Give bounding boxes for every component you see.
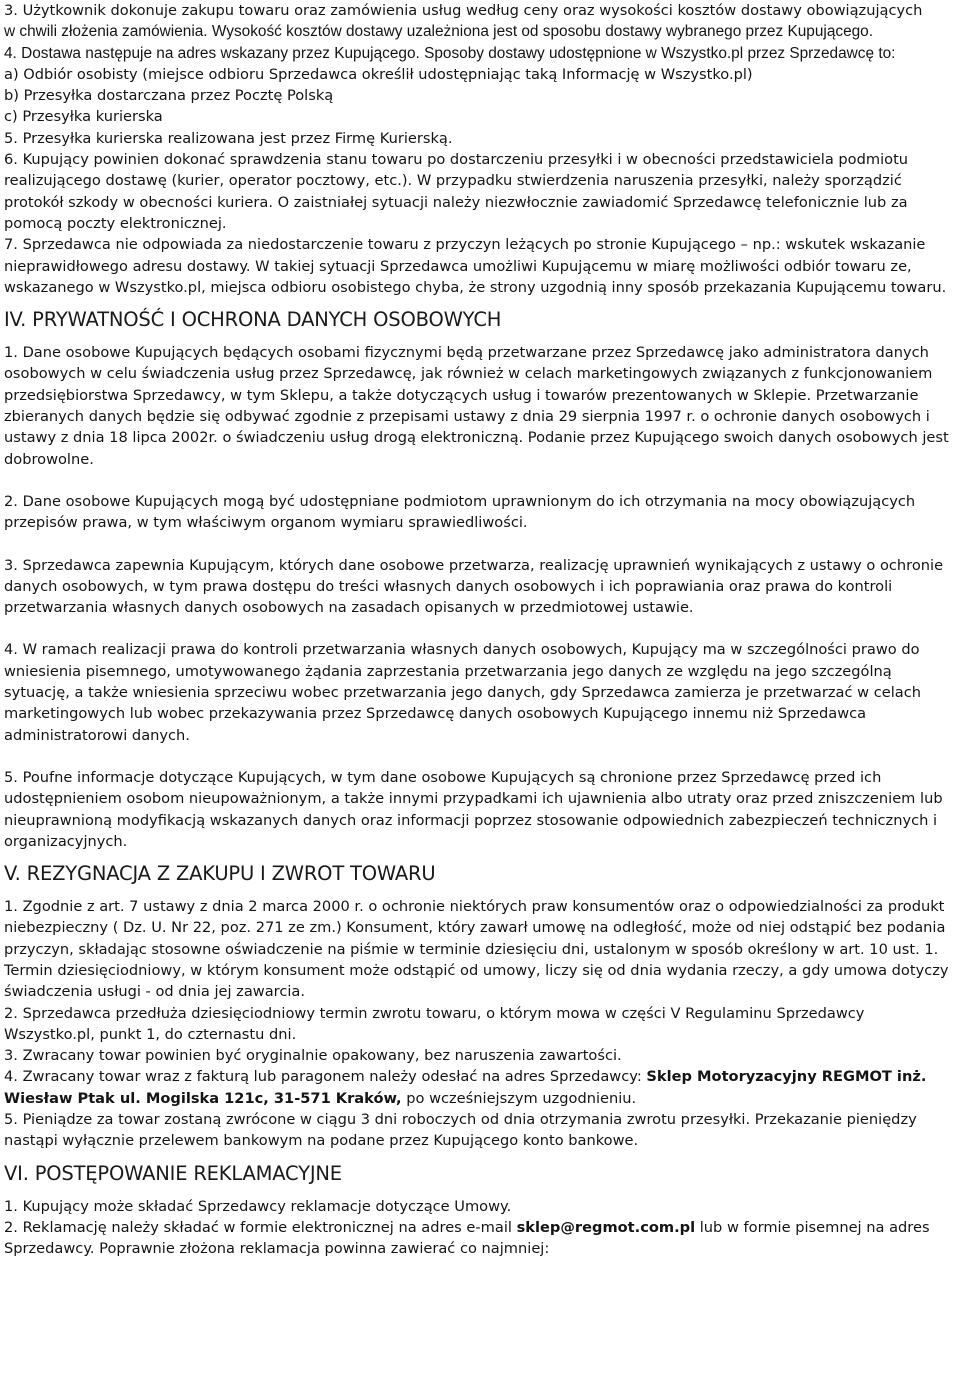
section-6-complaints <box>4 1196 956 1260</box>
paragraph: w chwili złożenia zamówienia. Wysokość kosztów dostawy uzależniona jest od sposobu dostawy wybranego przez Kupującego. <box>4 23 874 41</box>
section-heading: VI. POSTĘPOWANIE REKLAMACYJNE <box>4 1161 342 1185</box>
paragraph: 7. Sprzedawca nie odpowiada za niedostarczenie towaru z przyczyn leżących po stronie Kupującego – np.: wskutek wskazanie nieprawidłowego adresu dostawy. W takiej sytuacji Sprzedawca umożliwi Kupującemu w miarę możliwości odbiór towaru ze, wskazanego w Wszystko.pl, miejsca odbioru osobistego chyba, że strony uzgodnią inny sposób przekazania Kupującemu towaru. <box>4 236 947 296</box>
paragraph: 1. Zgodnie z art. 7 ustawy z dnia 2 marca 2000 r. o ochronie niektórych praw konsumentów oraz o odpowiedzialności za produkt niebezpieczny ( Dz. U. Nr 22, poz. 271 ze zm.) Konsument, który zawarł umowę na odległość, może od niej odstąpić bez podania przyczyn, składając stosowne oświadczenie na piśmie w terminie dziesięciu dni, ustalonym w sposób określony w art. 10 ust. 1. Termin dziesięciodniowy, w którym konsument może odstąpić od umowy, liczy się od dnia wydania rzeczy, a gdy umowa dotyczy świadczenia usługi - od dnia jej zawarcia. <box>4 898 949 1001</box>
paragraph: 4. Dostawa następuje na adres wskazany przez Kupującego. Sposoby dostawy udostępnione w Wszystko.pl przez Sprzedawcę to: <box>4 44 896 62</box>
paragraph: 1. Dane osobowe Kupujących będących osobami fizycznymi będą przetwarzane przez Sprzedawcę jako administratora danych osobowych w celu świadczenia usług przez Sprzedawcę, jak również w celach marketingowych związanych z funkcjonowaniem przedsiębiorstwa Sprzedawcy, w tym Sklepu, a także dotyczących usług i towarów prezentowanych w Sklepie. Przetwarzanie zbieranych danych będzie się odbywać zgodnie z przepisami ustawy z dnia 29 sierpnia 1997 r. o ochronie danych osobowych i ustawy z dnia 18 lipca 2002r. o świadczeniu usług drogą elektroniczną. Podanie przez Kupującego swoich danych osobowych jest dobrowolne. <box>4 344 949 468</box>
paragraph: 5. Pieniądze za towar zostaną zwrócone w ciągu 3 dni roboczych od dnia otrzymania zwrotu przesyłki. Przekazanie pieniędzy nastąpi wyłącznie przelewem bankowym na podane przez Kupującego konto bankowe. <box>4 1111 917 1150</box>
section-heading: V. REZYGNACJA Z ZAKUPU I ZWROT TOWARU <box>4 862 436 886</box>
text-run: 4. Zwracany towar wraz z fakturą lub paragonem należy odesłać na adres Sprzedawcy: <box>4 1068 647 1086</box>
paragraph: 6. Kupujący powinien dokonać sprawdzenia stanu towaru po dostarczeniu przesyłki i w obecności przedstawiciela podmiotu realizującego dostawę (kurier, operator pocztowy, etc.). W przypadku stwierdzenia naruszenia przesyłki, należy sporządzić protokół szkody w obecności kuriera. O zaistniałej sytuacji należy niezwłocznie zawiadomić Sprzedawcę telefonicznie lub za pomocą poczty elektronicznej. <box>4 151 909 232</box>
paragraph <box>4 1217 956 1260</box>
paragraph: 5. Poufne informacje dotyczące Kupujących, w tym dane osobowe Kupujących są chronione przez Sprzedawcę przed ich udostępnieniem osobom nieupoważnionym, a także innymi przypadkami ich ujawnienia albo utraty oraz przed zniszczeniem lub nieuprawnioną modyfikacją wskazanych danych oraz informacji poprzez stosowanie odpowiednich zabezpieczeń technicznych i organizacyjnych. <box>4 768 943 850</box>
section-5-returns <box>4 896 956 1152</box>
text-run: lub w formie pisemnej na adres Sprzedawcy. Poprawnie złożona reklamacja powinna zawierać co najmniej: <box>4 1218 930 1258</box>
section-heading: IV. PRYWATNOŚĆ I OCHRONA DANYCH OSOBOWYCH <box>4 308 502 332</box>
list-item: c) Przesyłka kurierska <box>4 108 163 126</box>
spacer <box>4 618 956 639</box>
section-3-delivery <box>4 0 956 298</box>
list-item: b) Przesyłka dostarczana przez Pocztę Polską <box>4 87 334 105</box>
paragraph: 3. Sprzedawca zapewnia Kupującym, których dane osobowe przetwarza, realizację uprawnień wynikających z ustawy o ochronie danych osobowych, w tym prawa dostępu do treści własnych danych osobowych i ich poprawiania oraz prawa do kontroli przetwarzania własnych danych osobowych na zasadach opisanych w przedmiotowej ustawie. <box>4 556 944 617</box>
spacer <box>4 534 956 555</box>
spacer <box>4 470 956 491</box>
email-address: sklep@regmot.com.pl <box>516 1218 696 1236</box>
paragraph: 5. Przesyłka kurierska realizowana jest przez Firmę Kurierską. <box>4 129 453 147</box>
section-4-privacy <box>4 342 956 852</box>
spacer <box>4 746 956 767</box>
paragraph: 2. Dane osobowe Kupujących mogą być udostępniane podmiotom uprawnionym do ich otrzymania na mocy obowiązujących przepisów prawa, w tym właściwym organom wymiaru sprawiedliwości. <box>4 492 916 532</box>
paragraph <box>4 1066 956 1109</box>
paragraph: 3. Użytkownik dokonuje zakupu towaru oraz zamówienia usług według ceny oraz wysokości kosztów dostawy obowiązujących <box>4 2 923 19</box>
paragraph: 2. Sprzedawca przedłuża dziesięciodniowy termin zwrotu towaru, o którym mowa w części V Regulaminu Sprzedawcy Wszystko.pl, punkt 1, do czternastu dni. <box>4 1004 865 1043</box>
paragraph: 3. Zwracany towar powinien być oryginalnie opakowany, bez naruszenia zawartości. <box>4 1047 622 1065</box>
text-run: po wcześniejszym uzgodnieniu. <box>401 1089 637 1107</box>
paragraph: 4. W ramach realizacji prawa do kontroli przetwarzania własnych danych osobowych, Kupujący ma w szczególności prawo do wniesienia pisemnego, umotywowanego żądania zaprzestania przetwarzania jego danych ze względu na jego szczególną sytuację, a także wniesienia sprzeciwu wobec przetwarzania jego danych, gdy Sprzedawca zamierza je przetwarzać w celach marketingowych lub wobec przekazywania przez Sprzedawcę danych osobowych Kupującego innemu niż Sprzedawca administratorowi danych. <box>4 641 921 744</box>
list-item: a) Odbiór osobisty (miejsce odbioru Sprzedawca określił udostępniając taką Informację w Wszystko.pl) <box>4 65 753 83</box>
paragraph: 1. Kupujący może składać Sprzedawcy reklamacje dotyczące Umowy. <box>4 1197 512 1215</box>
text-run: 2. Reklamację należy składać w formie elektronicznej na adres e-mail <box>4 1218 517 1236</box>
seller-address: Sklep Motoryzacyjny REGMOT inż. Wiesław Ptak ul. Mogilska 121c, 31-571 Kraków, <box>4 1068 927 1107</box>
